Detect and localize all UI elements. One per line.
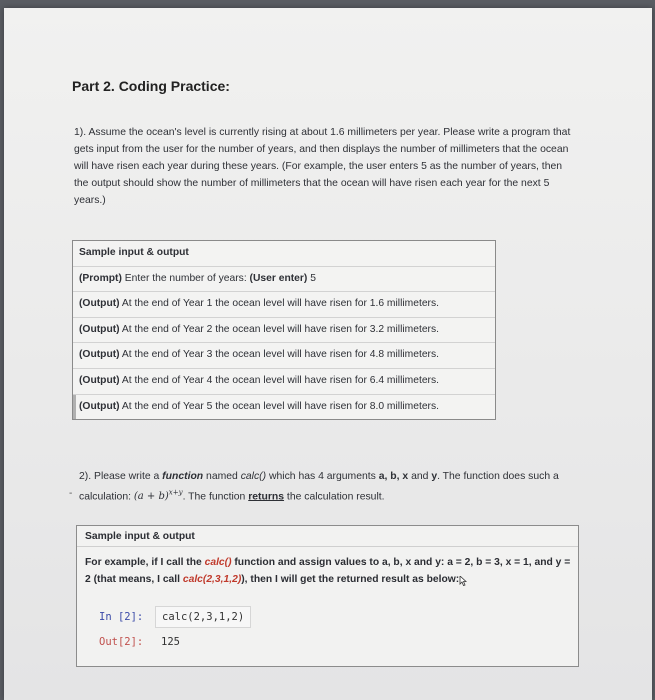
function-name: calc() <box>240 471 267 482</box>
user-value: 5 <box>307 272 316 284</box>
jupyter-input-cell <box>99 606 251 628</box>
desc-text: For example, if I call the <box>85 557 205 568</box>
q2-text: . The function <box>182 491 249 503</box>
sample-header: Sample input & output <box>73 241 495 267</box>
output-text: At the end of Year 5 the ocean level will have risen for 8.0 millimeters. <box>119 400 439 412</box>
input-code: calc(2,3,1,2) <box>155 606 251 628</box>
function-call: calc(2,3,1,2) <box>182 574 242 585</box>
prompt-row <box>73 267 495 293</box>
q2-text: named <box>203 471 241 482</box>
desc-text: function and assign values to a, b, x and y: a = 2, b = 3, x = 1, and y = 2 (that means, I call <box>85 557 571 585</box>
function-name: calc() <box>204 557 232 568</box>
args: a, b, x <box>378 471 409 482</box>
prompt-text: Enter the number of years: <box>121 272 250 284</box>
part-title: Part 2. Coding Practice: <box>72 78 230 94</box>
output-row <box>73 318 495 344</box>
user-enter-label: (User enter) <box>249 272 308 284</box>
sample-header: Sample input & output <box>85 531 195 542</box>
output-text: At the end of Year 4 the ocean level will have risen for 6.4 millimeters. <box>119 374 439 386</box>
formula-exponent: x+y <box>168 489 183 497</box>
output-label: (Output) <box>79 298 120 310</box>
sample-io-table-1 <box>72 240 496 420</box>
output-text: At the end of Year 3 the ocean level will have risen for 4.8 millimeters. <box>119 349 439 361</box>
output-label: (Output) <box>79 400 120 412</box>
sample-io-box-2 <box>76 525 579 667</box>
question-1-text: 1). Assume the ocean's level is currently rising at about 1.6 millimeters per year. Please write a program that gets input from the user for the number of years, and then displays the number of millimeters that the ocean will have risen each year during these years. (For example, the user enters 5 as the number of years, then the output should show the number of millimeters that the ocean will have risen each year for the next 5 years.) <box>74 127 571 206</box>
q2-text: the calculation result. <box>284 491 385 503</box>
output-label: (Output) <box>79 374 120 386</box>
q2-text: and <box>408 471 432 482</box>
jupyter-output-cell <box>99 636 180 648</box>
returns-word: returns <box>248 491 285 503</box>
prompt-label: (Prompt) <box>79 272 122 284</box>
output-value: 125 <box>161 636 180 648</box>
output-row <box>73 343 495 369</box>
output-row <box>73 369 495 395</box>
mouse-cursor-icon <box>459 576 467 586</box>
output-row <box>73 292 495 318</box>
input-prompt: In [2]: <box>99 611 144 623</box>
arg-y: y <box>431 471 438 482</box>
bullet-mark: - <box>69 488 73 499</box>
formula-base: (a + b) <box>133 491 169 503</box>
output-prompt: Out[2]: <box>99 636 144 648</box>
example-description <box>85 554 571 588</box>
output-text: At the end of Year 1 the ocean level will have risen for 1.6 millimeters. <box>119 298 439 310</box>
formula <box>134 491 183 502</box>
output-text: At the end of Year 2 the ocean level will have risen for 3.2 millimeters. <box>119 323 439 335</box>
desc-text: ), then I will get the returned result as below: <box>241 574 460 585</box>
divider <box>77 546 578 547</box>
output-label: (Output) <box>79 349 120 361</box>
q2-text: which has 4 arguments <box>266 471 379 482</box>
function-word: function <box>162 471 204 482</box>
output-label: (Output) <box>79 323 120 335</box>
q2-text: . The function does such a calculation: <box>79 471 559 503</box>
q2-text: 2). Please write a <box>79 471 163 482</box>
output-row <box>73 395 495 420</box>
question-2-text <box>69 468 579 505</box>
